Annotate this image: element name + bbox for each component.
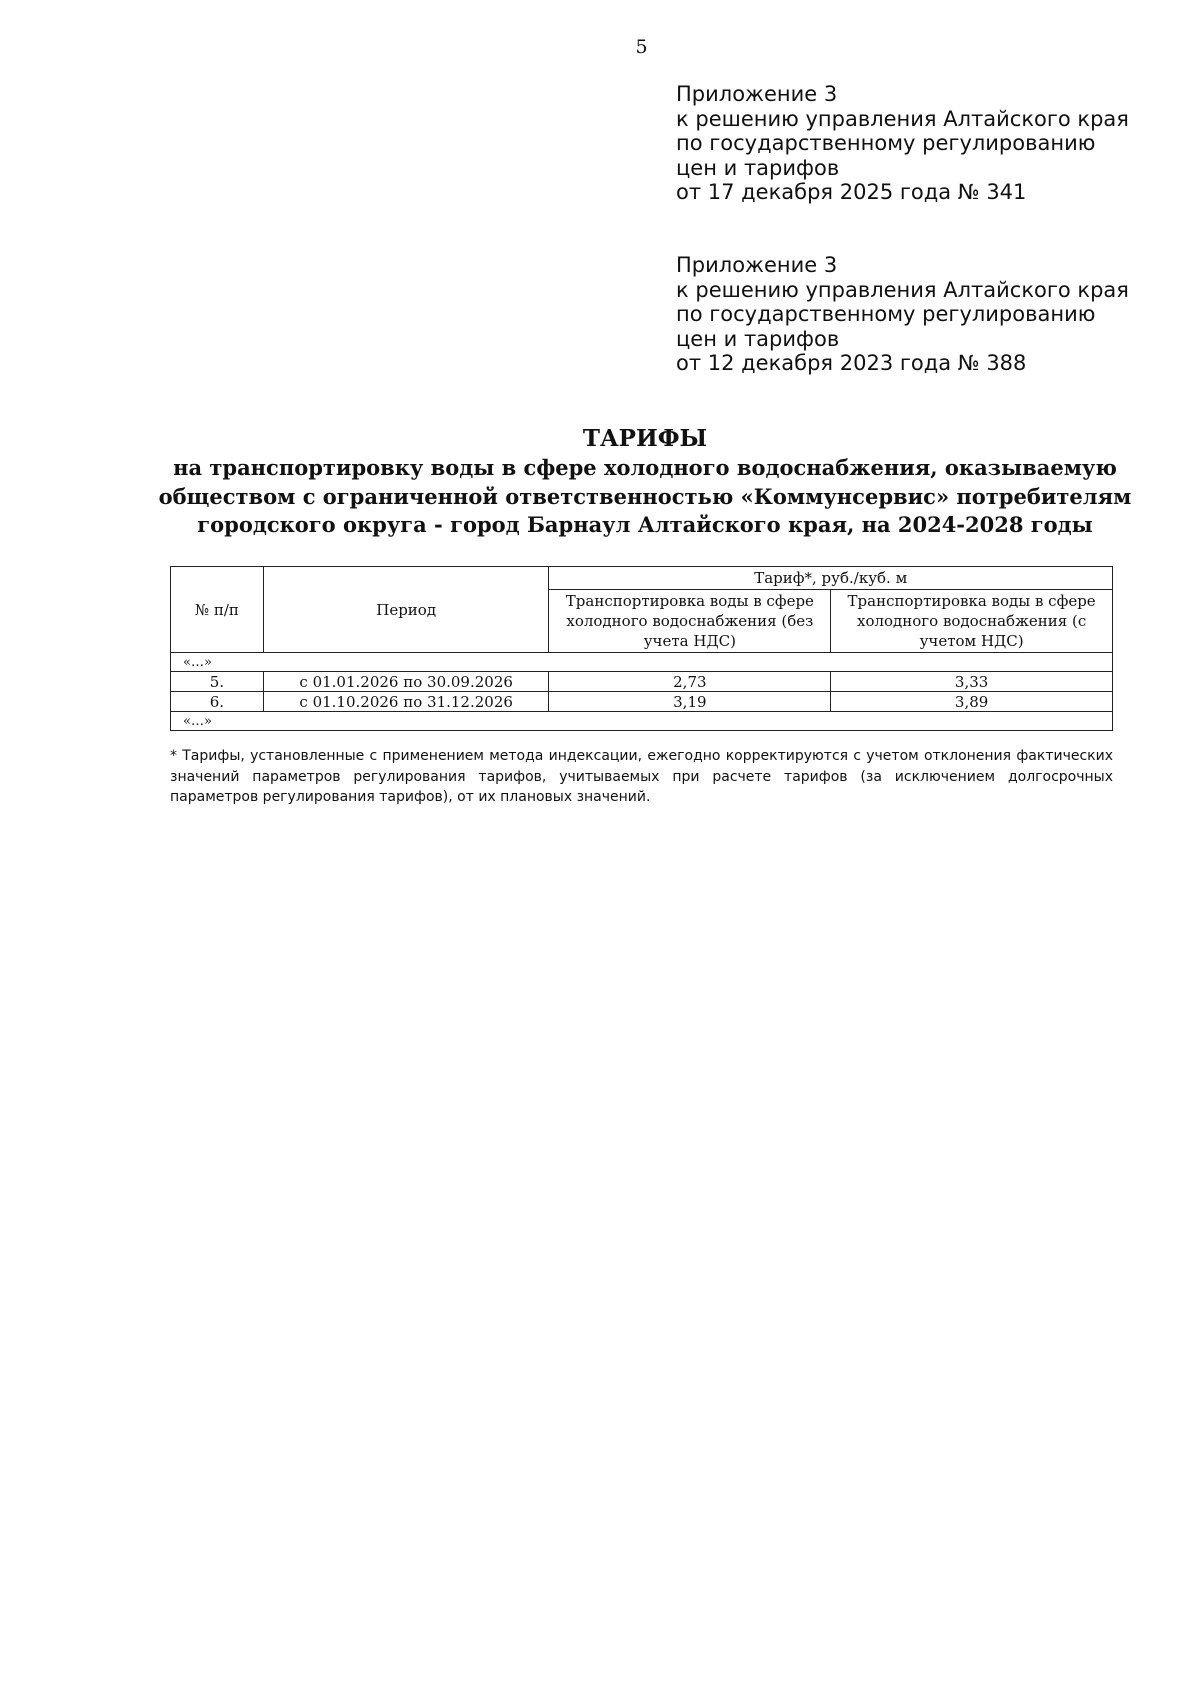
cell-period: с 01.01.2026 по 30.09.2026 <box>263 672 549 692</box>
tariff-table <box>170 566 1113 731</box>
cell-period: с 01.10.2026 по 31.12.2026 <box>263 692 549 712</box>
cell-without-vat: 3,19 <box>549 692 831 712</box>
table-row <box>171 672 1113 692</box>
footnote: * Тарифы, установленные с применением метода индексации, ежегодно корректируются с учетом отклонения фактических значений параметров регулирования тарифов, учитываемых при расчете тарифов (за исключением долгосрочных параметров регулирования тарифов), от их плановых значений. <box>170 748 1113 805</box>
appendix-line: цен и тарифов <box>676 326 840 351</box>
appendix-block-current <box>676 82 1136 205</box>
appendix-line: по государственному регулированию <box>676 131 1096 155</box>
appendix-line: от 12 декабря 2023 года № 388 <box>676 351 1027 375</box>
cell-with-vat: 3,33 <box>831 672 1113 692</box>
appendix-line: по государственному регулированию <box>676 302 1096 326</box>
title-line: городского округа - город Барнаул Алтайского края, на 2024-2028 годы <box>197 512 1093 537</box>
appendix-block-original <box>676 253 1136 376</box>
document-title <box>150 424 1140 540</box>
cell-num: 6. <box>171 692 264 712</box>
ellipsis-row: «…» <box>171 712 1113 731</box>
header-with-vat: Транспортировка воды в сфере холодного водоснабжения (с учетом НДС) <box>831 590 1113 653</box>
cell-with-vat: 3,89 <box>831 692 1113 712</box>
cell-num: 5. <box>171 672 264 692</box>
appendix-line: Приложение 3 <box>676 253 838 277</box>
header-tariff: Тариф*, руб./куб. м <box>549 567 1113 590</box>
cell-without-vat: 2,73 <box>549 672 831 692</box>
title-line: обществом с ограниченной ответственностью «Коммунсервис» потребителям <box>158 483 1132 509</box>
table-row <box>171 692 1113 712</box>
appendix-line: цен и тарифов <box>676 155 840 180</box>
ellipsis-row: «…» <box>171 653 1113 672</box>
page-number: 5 <box>635 36 648 58</box>
appendix-line: Приложение 3 <box>676 82 838 106</box>
header-num: № п/п <box>171 567 264 653</box>
appendix-line: к решению управления Алтайского края <box>676 277 1129 302</box>
header-period: Период <box>263 567 549 653</box>
title-line: на транспортировку воды в сфере холодного водоснабжения, оказываемую <box>173 455 1117 480</box>
appendix-line: к решению управления Алтайского края <box>676 106 1129 131</box>
title-heading: ТАРИФЫ <box>582 425 708 452</box>
appendix-line: от 17 декабря 2025 года № 341 <box>676 180 1027 204</box>
header-without-vat: Транспортировка воды в сфере холодного водоснабжения (без учета НДС) <box>549 590 831 653</box>
